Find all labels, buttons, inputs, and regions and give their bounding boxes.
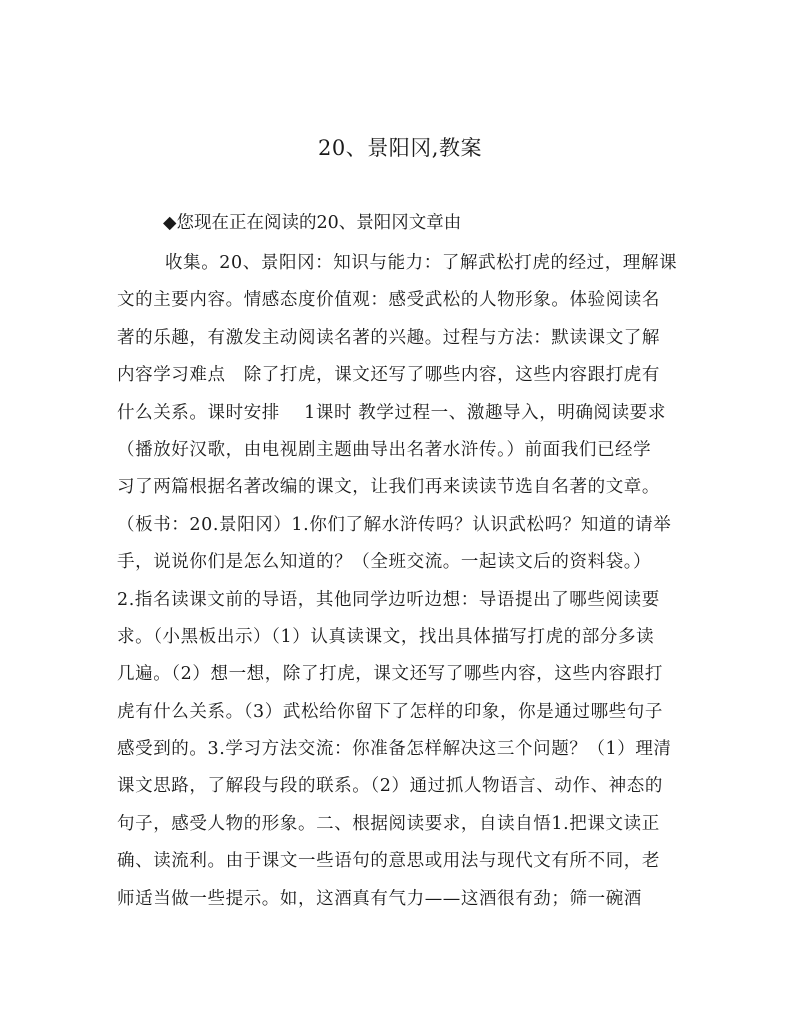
body-line: 著的乐趣，有激发主动阅读名著的兴趣。过程与方法：默读课文了解 xyxy=(117,327,660,348)
body-line: 什么关系。课时安排 1课时 教学过程一、激趣导入，明确阅读要求 xyxy=(117,402,666,423)
body-line: 文的主要内容。情感态度价值观：感受武松的人物形象。体验阅读名 xyxy=(117,290,660,311)
body-line: 句子，感受人物的形象。二、根据阅读要求，自读自悟1.把课文读正 xyxy=(117,813,660,834)
body-line: 手，说说你们是怎么知道的？（全班交流。一起读文后的资料袋。） xyxy=(117,552,652,573)
body-line: 收集。20、景阳冈：知识与能力：了解武松打虎的经过，理解课 xyxy=(165,253,678,273)
body-line: （播放好汉歌，由电视剧主题曲导出名著水浒传。）前面我们已经学 xyxy=(117,439,652,460)
body-text xyxy=(117,245,697,918)
document-title: 20、景阳冈,教案 xyxy=(318,136,482,160)
body-line: （板书：20.景阳冈）1.你们了解水浒传吗？认识武松吗？知道的请举 xyxy=(117,514,672,535)
body-line: 虎有什么关系。（3）武松给你留下了怎样的印象，你是通过哪些句子 xyxy=(117,701,663,722)
body-line: 感受到的。3.学习方法交流：你准备怎样解决这三个问题？（1）理清 xyxy=(117,739,672,760)
body-line: 几遍。（2）想一想，除了打虎，课文还写了哪些内容，这些内容跟打 xyxy=(117,664,663,685)
body-line: 师适当做一些提示。如，这酒真有气力——这酒很有劲；筛一碗酒 xyxy=(117,888,642,909)
body-line: 2.指名读课文前的导语，其他同学边听边想：导语提出了哪些阅读要 xyxy=(117,589,660,610)
body-line: 内容学习难点 除了打虎，课文还写了哪些内容，这些内容跟打虎有 xyxy=(117,365,660,386)
body-line: 课文思路，了解段与段的联系。（2）通过抓人物语言、动作、神态的 xyxy=(117,776,663,797)
body-line: 求。（小黑板出示）（1）认真读课文，找出具体描写打虎的部分多读 xyxy=(117,626,655,647)
intro-line: ◆您现在正在阅读的20、景阳冈文章由 xyxy=(163,213,462,233)
body-line: 确、读流利。由于课文一些语句的意思或用法与现代文有所不同，老 xyxy=(117,851,660,872)
body-line: 习了两篇根据名著改编的课文，让我们再来读读节选自名著的文章。 xyxy=(117,477,660,498)
